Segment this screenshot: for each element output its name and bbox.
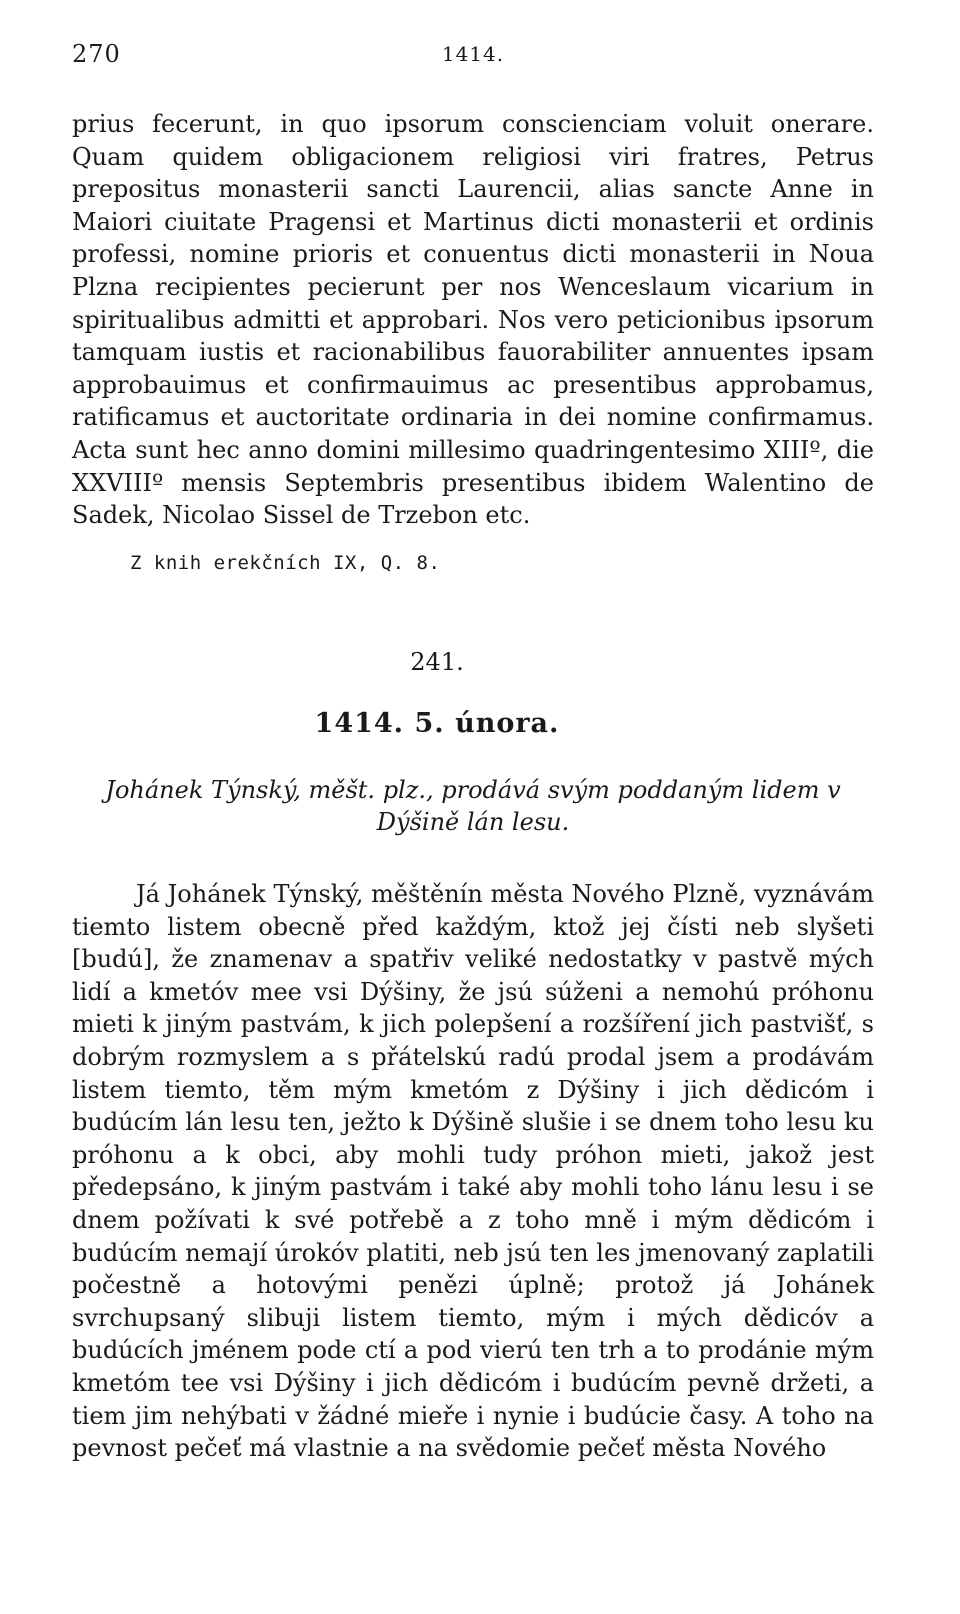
latin-paragraph: prius fecerunt, in quo ipsorum conscienciam voluit onerare. Quam quidem obligacionem religiosi viri fratres, Petrus prepositus monasterii sancti Laurencii, alias sancte Anne in Maiori ciuitate Pragensi et Martinus dicti monasterii et ordinis professi, nomine prioris et conuentus dicti monasterii in Noua Plzna recipientes pecierunt per nos Wenceslaum vicarium in spiritualibus admitti et approbari. Nos vero peticionibus ipsorum tamquam iustis et racionabilibus fauorabiliter annuentes ipsam approbauimus et confirmauimus ac presentibus approbamus, ratificamus et auctoritate ordinaria in dei nomine confirmamus. Acta sunt hec anno domini millesimo quadringentesimo XIIIº, die XXVIIIº mensis Septembris presentibus ibidem Walentino de Sadek, Nicolao Sissel de Trzebon etc. [72, 110, 874, 530]
document-number: 241. [410, 648, 464, 676]
document-date: 1414. 5. února. [314, 708, 560, 739]
page-number: 270 [72, 40, 121, 68]
czech-paragraph: Já Johánek Týnský, měštěnín města Nového Plzně, vyznávám tiemto listem obecně před každým, ktož jej čísti neb slyšeti [budú], že znamenav a spatřiv veliké nedostatky v pastvě mých lidí a kmetóv mee vsi Dýšiny, že jsú súženi a nemohú próhonu mieti k jiným pastvám, k jich polepšení a rozšíření jich pastvišť, s dobrým rozmyslem a s přátelskú radú prodal jsem a prodávám listem tiemto, těm mým kmetóm z Dýšiny i jich dědicóm i budúcím lán lesu ten, ježto k Dýšině slušie i se dnem toho lesu ku próhonu a k obci, aby mohli tudy próhon mieti, jakož jest předepsáno, k jiným pastvám i také aby mohli toho lánu lesu i se dnem požívati k své potřebě a z toho mně i mým dědicóm i budúcím nemají úrokóv platiti, neb jsú ten les jmenovaný zaplatili počestně a hotovými penězi úplně; protož já Johánek svrchupsaný slibuji listem tiemto, mým i mých dědicóv a budúcích jménem pode ctí a pod vierú ten trh a to prodánie mým kmetóm tee vsi Dýšiny i jich dědicóm i budúcím pevně držeti, a tiem jim nehýbati v žádné mieře i nynie i budúcie časy. A toho na pevnost pečeť má vlastnie a na svědomie pečeť města Nového [72, 880, 874, 1463]
czech-charter-text [72, 878, 874, 1465]
page-header [72, 40, 874, 76]
continued-latin-text [72, 108, 874, 532]
document-regest: Johánek Týnský, měšt. plz., prodává svým poddaným lidem v Dýšině lán lesu. [105, 776, 841, 836]
running-header-year: 1414. [441, 42, 505, 66]
source-note: Z knih erekčních IX, Q. 8. [130, 552, 441, 574]
